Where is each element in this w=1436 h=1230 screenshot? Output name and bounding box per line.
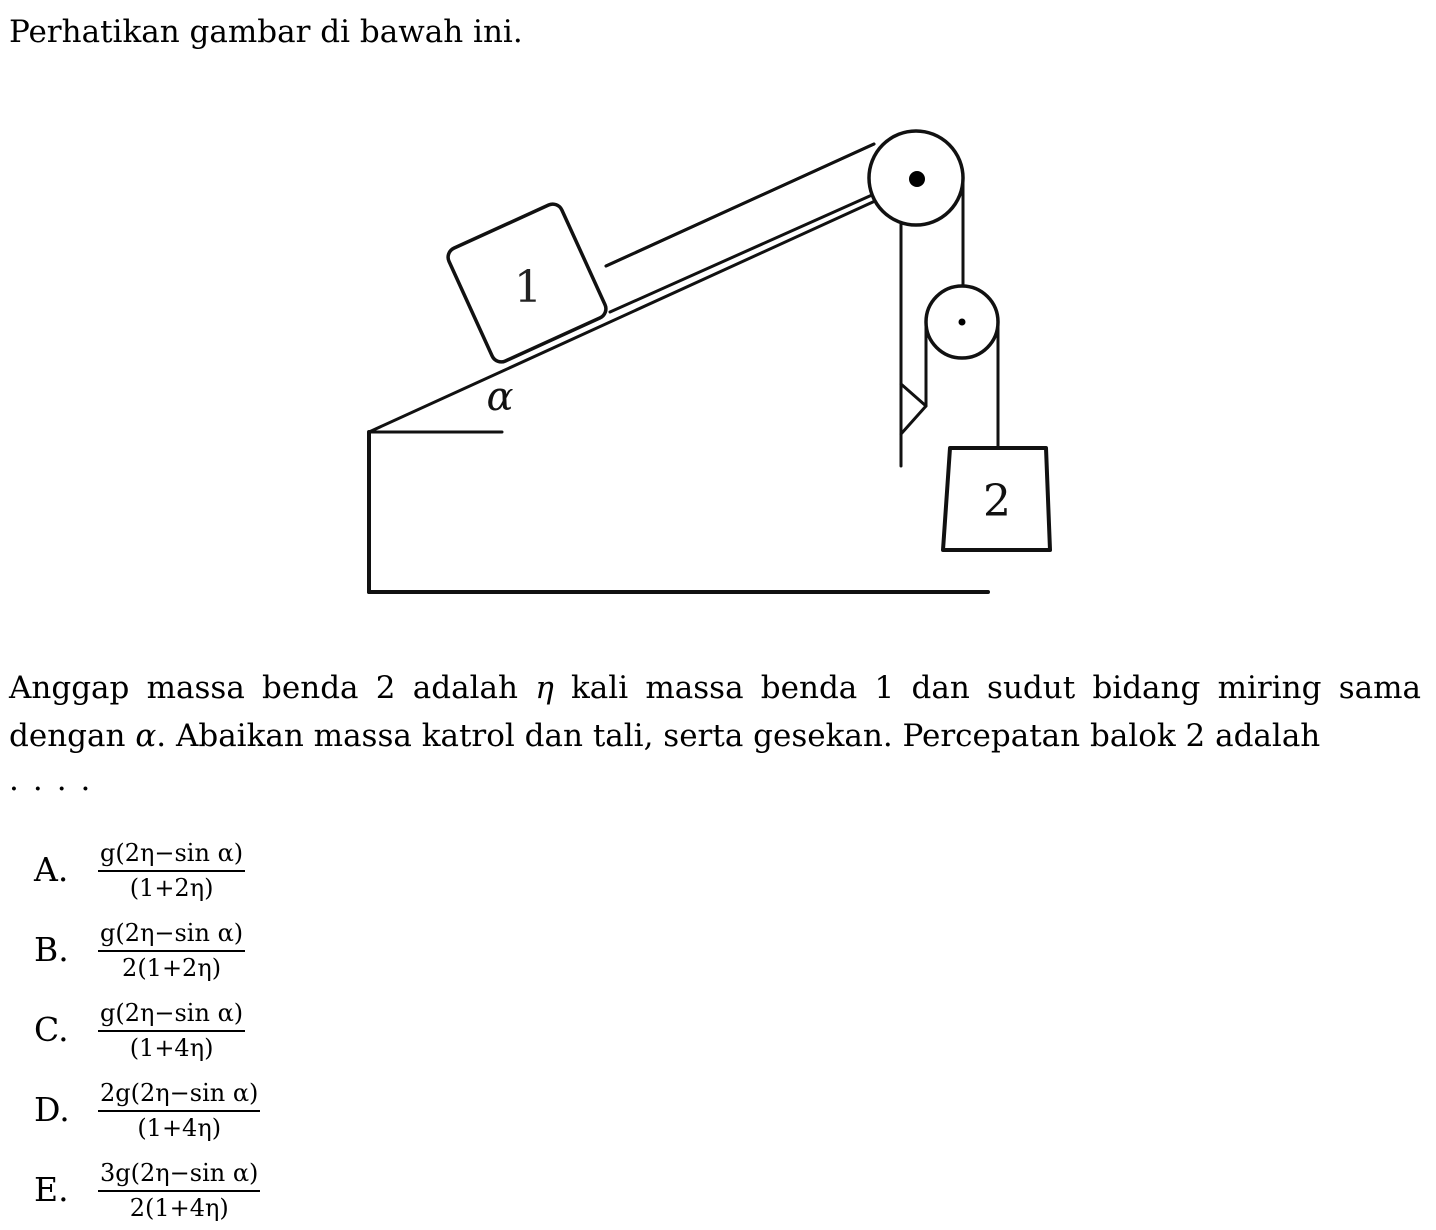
question-ellipsis: .... — [9, 762, 105, 798]
movable-pulley-axle — [959, 319, 966, 326]
question-text — [9, 664, 1421, 760]
fraction-numerator: g(2η−sin α) — [98, 838, 245, 872]
fraction-denominator: 2(1+4η) — [129, 1193, 229, 1222]
fixed-pulley-axle — [909, 171, 925, 187]
fraction-denominator: (1+2η) — [129, 873, 214, 902]
question-part-2: kali massa benda 1 dan sudut bidang miring sama dengan — [9, 670, 1421, 754]
rope-anchor-bracket — [901, 384, 926, 434]
option-fraction — [98, 838, 245, 903]
question-part-1: Anggap massa benda 2 adalah — [9, 670, 536, 706]
angle-label: α — [486, 374, 514, 420]
fraction-numerator: g(2η−sin α) — [98, 918, 245, 952]
fraction-denominator: (1+4η) — [137, 1113, 222, 1142]
option-fraction — [98, 1078, 260, 1143]
rope-incline-lower — [610, 195, 872, 312]
block-2-label: 2 — [983, 476, 1011, 527]
rope-to-pulley-top — [606, 144, 874, 266]
fraction-denominator: 2(1+2η) — [122, 953, 222, 982]
option-letter: B. — [34, 930, 69, 969]
intro-text: Perhatikan gambar di bawah ini. — [9, 14, 523, 50]
option-letter: D. — [34, 1090, 70, 1129]
question-part-3: . Abaikan massa katrol dan tali, serta gesekan. Percepatan balok 2 adalah — [156, 718, 1321, 754]
option-fraction — [98, 1158, 260, 1223]
fraction-numerator: 3g(2η−sin α) — [98, 1158, 260, 1192]
option-letter: A. — [34, 850, 69, 889]
option-letter: E. — [34, 1170, 69, 1209]
option-a[interactable] — [34, 830, 260, 910]
fraction-numerator: g(2η−sin α) — [98, 998, 245, 1032]
alpha-symbol: α — [135, 718, 157, 754]
fraction-denominator: (1+4η) — [129, 1033, 214, 1062]
fraction-numerator: 2g(2η−sin α) — [98, 1078, 260, 1112]
option-fraction — [98, 998, 245, 1063]
option-e[interactable] — [34, 1150, 260, 1230]
eta-symbol: η — [535, 670, 554, 706]
option-letter: C. — [34, 1010, 69, 1049]
answer-options — [34, 830, 260, 1230]
option-b[interactable] — [34, 910, 260, 990]
option-c[interactable] — [34, 990, 260, 1070]
option-fraction — [98, 918, 245, 983]
incline-surface — [369, 196, 886, 432]
block-1-label: 1 — [514, 262, 542, 313]
option-d[interactable] — [34, 1070, 260, 1150]
